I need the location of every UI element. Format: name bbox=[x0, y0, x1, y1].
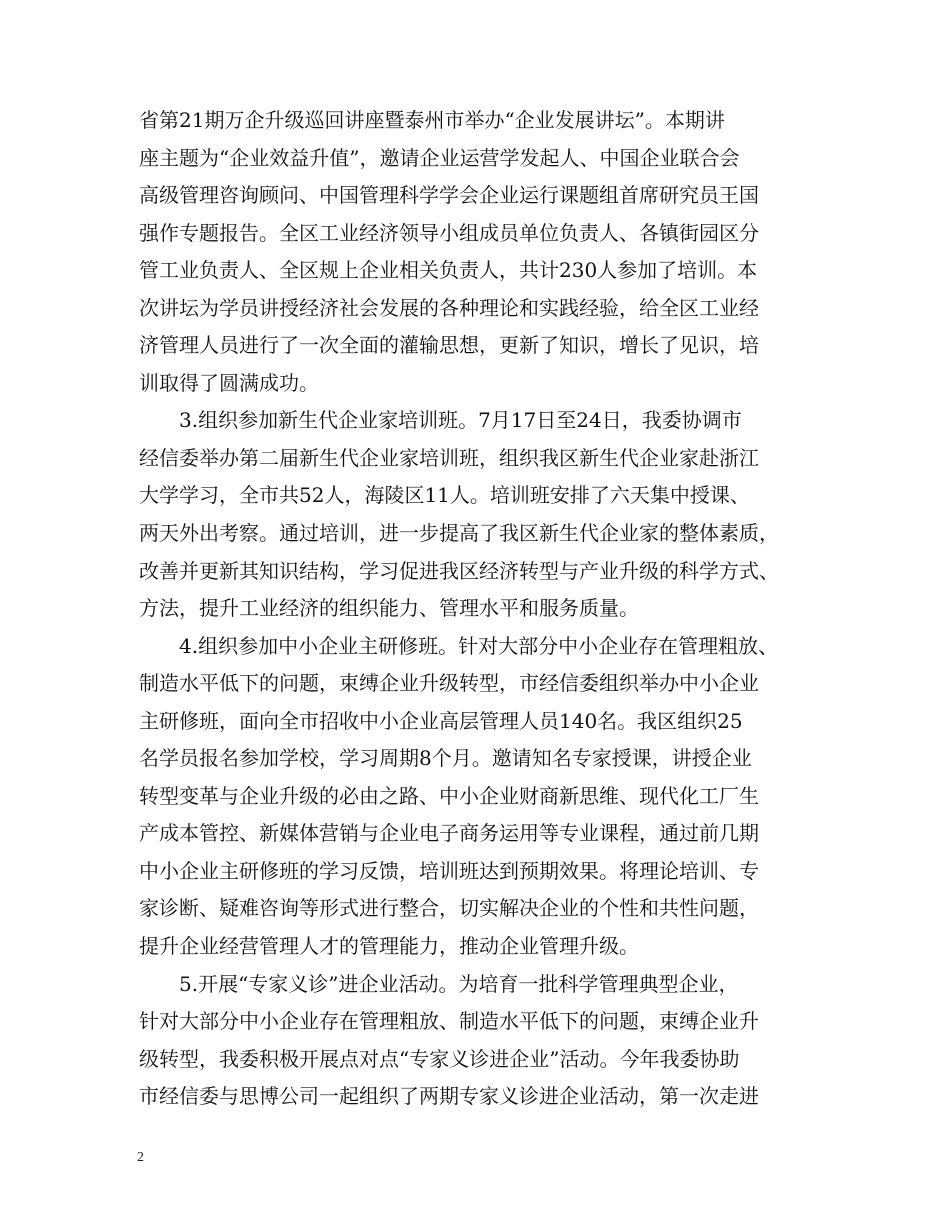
text-line: 改善并更新其知识结构，学习促进我区经济转型与产业升级的科学方式、 bbox=[139, 558, 779, 583]
document-body bbox=[139, 102, 815, 1116]
text-line: 经信委举办第二届新生代企业家培训班，组织我区新生代企业家赴浙江 bbox=[139, 445, 759, 470]
text-line: 市经信委与思博公司一起组织了两期专家义诊进企业活动，第一次走进 bbox=[139, 1084, 759, 1109]
text-line: 中小企业主研修班的学习反馈，培训班达到预期效果。将理论培训、专 bbox=[139, 858, 759, 883]
text-line: 座主题为“企业效益升值”，邀请企业运营学发起人、中国企业联合会 bbox=[139, 145, 740, 170]
text-line: 强作专题报告。全区工业经济领导小组成员单位负责人、各镇街园区分 bbox=[139, 220, 759, 245]
text-line: 训取得了圆满成功。 bbox=[139, 370, 319, 395]
text-line: 管工业负责人、全区规上企业相关负责人，共计230人参加了培训。本 bbox=[139, 258, 758, 283]
text-line: 主研修班，面向全市招收中小企业高层管理人员140名。我区组织25 bbox=[139, 708, 743, 733]
text-line: 提升企业经营管理人才的管理能力，推动企业管理升级。 bbox=[139, 934, 639, 959]
text-line: 济管理人员进行了一次全面的灌输思想，更新了知识，增长了见识，培 bbox=[139, 333, 759, 358]
text-line: 次讲坛为学员讲授经济社会发展的各种理论和实践经验，给全区工业经 bbox=[139, 295, 759, 320]
text-line: 针对大部分中小企业存在管理粗放、制造水平低下的问题，束缚企业升 bbox=[139, 1009, 759, 1034]
text-line: 家诊断、疑难咨询等形式进行整合，切实解决企业的个性和共性问题， bbox=[139, 896, 759, 921]
text-line: 高级管理咨询顾问、中国管理科学学会企业运行课题组首席研究员王国 bbox=[139, 183, 759, 208]
text-line: 名学员报名参加学校，学习周期8个月。邀请知名专家授课，讲授企业 bbox=[139, 746, 752, 771]
text-line: 制造水平低下的问题，束缚企业升级转型，市经信委组织举办中小企业 bbox=[139, 671, 759, 696]
page-number: 2 bbox=[137, 1150, 144, 1165]
paragraph-first-line: 3.组织参加新生代企业家培训班。7月17日至24日，我委协调市 bbox=[179, 408, 742, 433]
text-line: 省第21期万企升级巡回讲座暨泰州市举办“企业发展讲坛”。本期讲 bbox=[139, 108, 725, 132]
text-line: 大学学习，全市共52人，海陵区11人。培训班安排了六天集中授课、 bbox=[139, 483, 750, 508]
text-line: 级转型，我委积极开展点对点“专家义诊进企业”活动。今年我委协助 bbox=[139, 1046, 740, 1071]
text-line: 两天外出考察。通过培训，进一步提高了我区新生代企业家的整体素质， bbox=[139, 521, 779, 546]
paragraph-first-line: 4.组织参加中小企业主研修班。针对大部分中小企业存在管理粗放、 bbox=[179, 633, 779, 658]
text-line: 产成本管控、新媒体营销与企业电子商务运用等专业课程，通过前几期 bbox=[139, 821, 759, 846]
text-line: 转型变革与企业升级的必由之路、中小企业财商新思维、现代化工厂生 bbox=[139, 783, 759, 808]
paragraph-first-line: 5.开展“专家义诊”进企业活动。为培育一批科学管理典型企业， bbox=[179, 971, 739, 996]
text-line: 方法，提升工业经济的组织能力、管理水平和服务质量。 bbox=[139, 596, 639, 621]
